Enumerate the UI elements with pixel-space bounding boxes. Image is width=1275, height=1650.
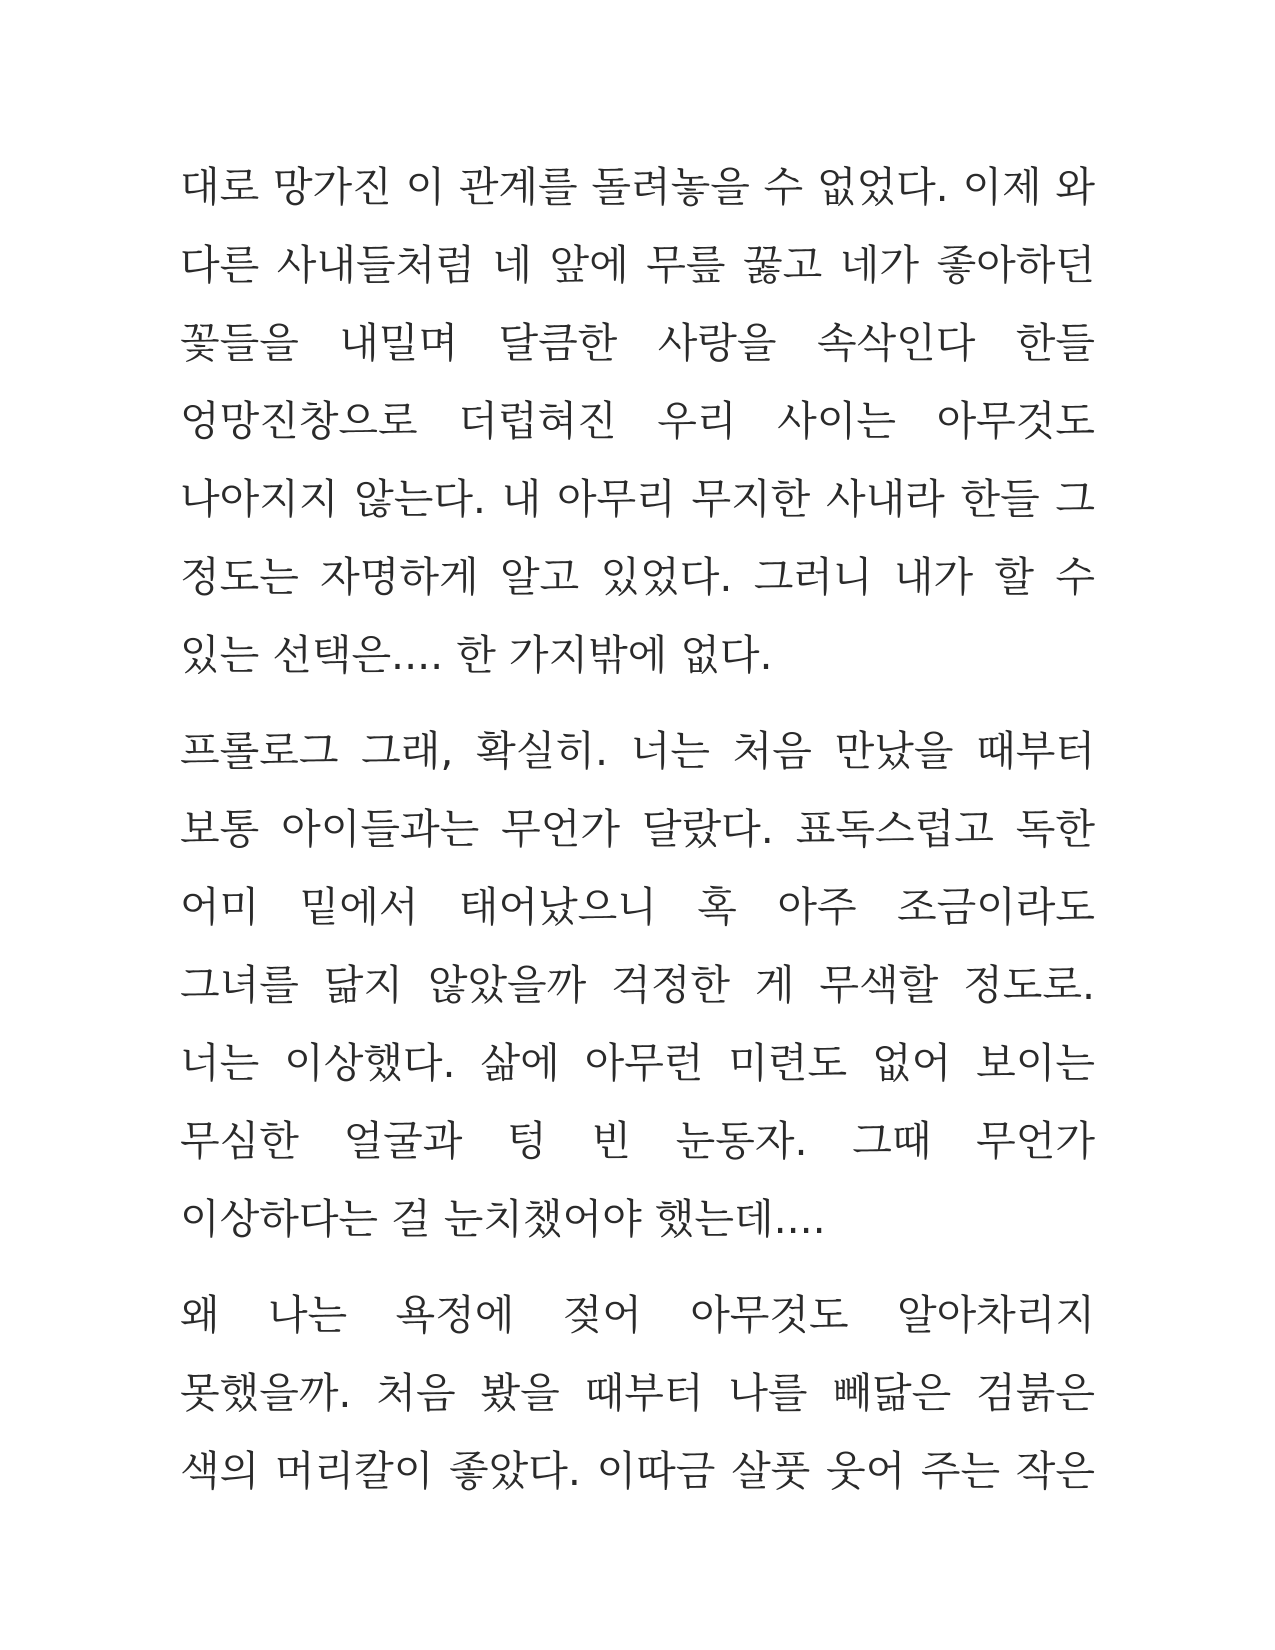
paragraph-3 xyxy=(180,1276,1095,1510)
body-text xyxy=(180,148,1095,1510)
text-line: 다른 사내들처럼 네 앞에 무릎 꿇고 네가 좋아하던 xyxy=(180,241,1095,289)
text-line: 있는 선택은.... 한 가지밖에 없다. xyxy=(180,631,773,679)
text-line: 무심한 얼굴과 텅 빈 눈동자. 그때 무언가 xyxy=(180,1117,1095,1165)
text-line: 색의 머리칼이 좋았다. 이따금 살풋 웃어 주는 작은 xyxy=(180,1447,1095,1495)
text-line: 왜 나는 욕정에 젖어 아무것도 알아차리지 xyxy=(180,1291,1095,1339)
text-line: 어미 밑에서 태어났으니 혹 아주 조금이라도 xyxy=(180,883,1095,931)
paragraph-1 xyxy=(180,148,1095,694)
text-line: 프롤로그 그래, 확실히. 너는 처음 만났을 때부터 xyxy=(180,727,1095,775)
text-line: 나아지지 않는다. 내 아무리 무지한 사내라 한들 그 xyxy=(180,475,1095,523)
text-line: 그녀를 닮지 않았을까 걱정한 게 무색할 정도로. xyxy=(180,961,1095,1009)
text-line: 엉망진창으로 더럽혀진 우리 사이는 아무것도 xyxy=(180,397,1095,445)
text-line: 못했을까. 처음 봤을 때부터 나를 빼닮은 검붉은 xyxy=(180,1369,1095,1417)
text-line: 꽃들을 내밀며 달큼한 사랑을 속삭인다 한들 xyxy=(180,319,1095,367)
text-line: 보통 아이들과는 무언가 달랐다. 표독스럽고 독한 xyxy=(180,805,1095,853)
text-line: 너는 이상했다. 삶에 아무런 미련도 없어 보이는 xyxy=(180,1039,1095,1087)
text-line: 이상하다는 걸 눈치챘어야 했는데.... xyxy=(180,1195,826,1243)
text-line: 정도는 자명하게 알고 있었다. 그러니 내가 할 수 xyxy=(180,553,1095,601)
paragraph-2 xyxy=(180,712,1095,1258)
text-line: 대로 망가진 이 관계를 돌려놓을 수 없었다. 이제 와 xyxy=(180,163,1095,211)
